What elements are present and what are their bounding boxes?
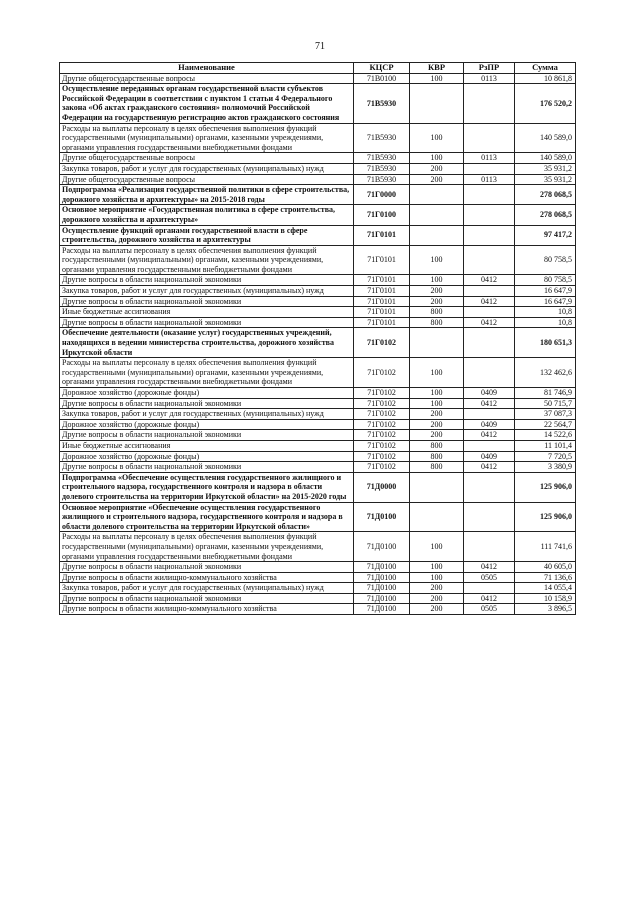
cell-kvr: 100 bbox=[410, 153, 464, 164]
cell-kvr: 100 bbox=[410, 532, 464, 562]
table-header-row bbox=[60, 63, 576, 74]
cell-kvr: 100 bbox=[410, 398, 464, 409]
cell-kvr: 200 bbox=[410, 163, 464, 174]
table-row bbox=[60, 73, 576, 84]
table-row bbox=[60, 462, 576, 473]
cell-kvr: 100 bbox=[410, 123, 464, 153]
cell-kvr: 100 bbox=[410, 358, 464, 388]
cell-name: Осуществление переданных органам государственной власти субъектов Российской Федерации в соответствии с пунктом 1 статьи 4 Федерального закона «Об актах гражданского состояния» полномочий Российской Федерации на государственную регистрацию актов гражданского состояния bbox=[60, 84, 354, 123]
cell-kcsr: 71Г0100 bbox=[354, 205, 410, 225]
cell-kcsr: 71Г0102 bbox=[354, 430, 410, 441]
header-kvr: КВР bbox=[410, 63, 464, 74]
cell-name: Основное мероприятие «Государственная политика в сфере строительства, дорожного хозяйства и архитектуры» bbox=[60, 205, 354, 225]
cell-kcsr: 71Д0100 bbox=[354, 604, 410, 615]
cell-kcsr: 71В5930 bbox=[354, 174, 410, 185]
cell-sum: 10,8 bbox=[515, 307, 576, 318]
cell-rzpr: 0412 bbox=[464, 562, 515, 573]
cell-rzpr: 0505 bbox=[464, 572, 515, 583]
cell-kcsr: 71Г0101 bbox=[354, 307, 410, 318]
table-row bbox=[60, 358, 576, 388]
table-row bbox=[60, 440, 576, 451]
cell-name: Закупка товаров, работ и услуг для государственных (муниципальных) нужд bbox=[60, 163, 354, 174]
cell-sum: 81 746,9 bbox=[515, 388, 576, 399]
table-row bbox=[60, 153, 576, 164]
table-row bbox=[60, 163, 576, 174]
cell-sum: 125 906,0 bbox=[515, 502, 576, 532]
cell-kcsr: 71Д0100 bbox=[354, 532, 410, 562]
cell-name: Другие вопросы в области жилищно-коммунального хозяйства bbox=[60, 572, 354, 583]
cell-kcsr: 71Г0102 bbox=[354, 398, 410, 409]
table-row bbox=[60, 174, 576, 185]
cell-sum: 35 931,2 bbox=[515, 174, 576, 185]
cell-name: Другие общегосударственные вопросы bbox=[60, 174, 354, 185]
cell-kcsr: 71Г0101 bbox=[354, 275, 410, 286]
cell-kvr: 800 bbox=[410, 317, 464, 328]
cell-kvr bbox=[410, 225, 464, 245]
cell-kvr bbox=[410, 84, 464, 123]
table-row bbox=[60, 123, 576, 153]
cell-rzpr bbox=[464, 440, 515, 451]
cell-kvr bbox=[410, 328, 464, 358]
cell-sum: 16 647,9 bbox=[515, 296, 576, 307]
header-sum: Сумма bbox=[515, 63, 576, 74]
cell-rzpr bbox=[464, 286, 515, 297]
table-row bbox=[60, 502, 576, 532]
cell-kcsr: 71В5930 bbox=[354, 163, 410, 174]
cell-name: Дорожное хозяйство (дорожные фонды) bbox=[60, 388, 354, 399]
table-row bbox=[60, 245, 576, 275]
cell-name: Обеспечение деятельности (оказание услуг) государственных учреждений, находящихся в ведении министерства строительства, дорожного хозяйства Иркутской области bbox=[60, 328, 354, 358]
table-row bbox=[60, 286, 576, 297]
cell-kcsr: 71В5930 bbox=[354, 123, 410, 153]
cell-sum: 10 158,9 bbox=[515, 593, 576, 604]
cell-name: Расходы на выплаты персоналу в целях обеспечения выполнения функций государственными (муниципальными) органами, казенными учреждениями, органами управления государственными внебюджетными фондами bbox=[60, 245, 354, 275]
cell-kvr: 100 bbox=[410, 245, 464, 275]
cell-sum: 50 715,7 bbox=[515, 398, 576, 409]
cell-rzpr: 0113 bbox=[464, 174, 515, 185]
table-row bbox=[60, 419, 576, 430]
cell-name: Другие вопросы в области национальной экономики bbox=[60, 593, 354, 604]
cell-rzpr bbox=[464, 502, 515, 532]
cell-sum: 14 522,6 bbox=[515, 430, 576, 441]
cell-kvr: 800 bbox=[410, 451, 464, 462]
cell-kcsr: 71Г0102 bbox=[354, 440, 410, 451]
table-row bbox=[60, 185, 576, 205]
cell-name: Подпрограмма «Обеспечение осуществления государственного жилищного и строительного надзора, государственного контроля и надзора в области долевого строительства на территории Иркутской области» на 2015-2020 годы bbox=[60, 472, 354, 502]
cell-sum: 278 068,5 bbox=[515, 205, 576, 225]
cell-name: Осуществление функций органами государственной власти в сфере строительства, дорожного хозяйства и архитектуры bbox=[60, 225, 354, 245]
cell-rzpr bbox=[464, 205, 515, 225]
cell-kvr: 100 bbox=[410, 275, 464, 286]
cell-sum: 16 647,9 bbox=[515, 286, 576, 297]
cell-kcsr: 71Г0102 bbox=[354, 462, 410, 473]
cell-kvr bbox=[410, 185, 464, 205]
cell-sum: 278 068,5 bbox=[515, 185, 576, 205]
page-number: 71 bbox=[315, 41, 325, 52]
cell-kcsr: 71Г0102 bbox=[354, 358, 410, 388]
cell-rzpr bbox=[464, 225, 515, 245]
cell-kcsr: 71Г0102 bbox=[354, 451, 410, 462]
cell-rzpr: 0113 bbox=[464, 153, 515, 164]
table-row bbox=[60, 472, 576, 502]
cell-kcsr: 71Г0101 bbox=[354, 296, 410, 307]
cell-rzpr bbox=[464, 532, 515, 562]
cell-rzpr: 0409 bbox=[464, 388, 515, 399]
table-body bbox=[60, 73, 576, 614]
cell-name: Дорожное хозяйство (дорожные фонды) bbox=[60, 451, 354, 462]
cell-kcsr: 71Д0100 bbox=[354, 502, 410, 532]
cell-kcsr: 71Г0102 bbox=[354, 409, 410, 420]
table-row bbox=[60, 532, 576, 562]
cell-kcsr: 71Г0101 bbox=[354, 245, 410, 275]
cell-name: Другие вопросы в области национальной экономики bbox=[60, 462, 354, 473]
cell-sum: 80 758,5 bbox=[515, 245, 576, 275]
cell-kvr bbox=[410, 502, 464, 532]
cell-rzpr: 0412 bbox=[464, 275, 515, 286]
cell-kvr: 200 bbox=[410, 409, 464, 420]
cell-name: Закупка товаров, работ и услуг для государственных (муниципальных) нужд bbox=[60, 583, 354, 594]
table-row bbox=[60, 275, 576, 286]
cell-kcsr: 71Д0100 bbox=[354, 593, 410, 604]
cell-sum: 176 520,2 bbox=[515, 84, 576, 123]
cell-kcsr: 71Г0102 bbox=[354, 419, 410, 430]
table-row bbox=[60, 604, 576, 615]
cell-sum: 40 605,0 bbox=[515, 562, 576, 573]
cell-rzpr bbox=[464, 358, 515, 388]
cell-rzpr bbox=[464, 307, 515, 318]
cell-name: Другие общегосударственные вопросы bbox=[60, 73, 354, 84]
cell-sum: 80 758,5 bbox=[515, 275, 576, 286]
cell-sum: 140 589,0 bbox=[515, 153, 576, 164]
cell-sum: 125 906,0 bbox=[515, 472, 576, 502]
cell-kvr: 200 bbox=[410, 604, 464, 615]
cell-sum: 140 589,0 bbox=[515, 123, 576, 153]
cell-rzpr: 0412 bbox=[464, 593, 515, 604]
cell-rzpr bbox=[464, 163, 515, 174]
table-row bbox=[60, 562, 576, 573]
cell-rzpr: 0412 bbox=[464, 430, 515, 441]
cell-sum: 22 564,7 bbox=[515, 419, 576, 430]
cell-name: Другие вопросы в области национальной экономики bbox=[60, 430, 354, 441]
cell-sum: 3 896,5 bbox=[515, 604, 576, 615]
cell-rzpr bbox=[464, 583, 515, 594]
table-row bbox=[60, 84, 576, 123]
cell-rzpr: 0113 bbox=[464, 73, 515, 84]
table-row bbox=[60, 593, 576, 604]
cell-kvr: 100 bbox=[410, 388, 464, 399]
cell-kcsr: 71Д0000 bbox=[354, 472, 410, 502]
cell-name: Дорожное хозяйство (дорожные фонды) bbox=[60, 419, 354, 430]
cell-sum: 132 462,6 bbox=[515, 358, 576, 388]
table-row bbox=[60, 398, 576, 409]
table-row bbox=[60, 307, 576, 318]
cell-kvr: 200 bbox=[410, 430, 464, 441]
cell-name: Иные бюджетные ассигнования bbox=[60, 307, 354, 318]
table-row bbox=[60, 451, 576, 462]
cell-rzpr bbox=[464, 123, 515, 153]
cell-kcsr: 71Д0100 bbox=[354, 562, 410, 573]
cell-name: Другие вопросы в области жилищно-коммунального хозяйства bbox=[60, 604, 354, 615]
cell-name: Закупка товаров, работ и услуг для государственных (муниципальных) нужд bbox=[60, 409, 354, 420]
table-row bbox=[60, 388, 576, 399]
cell-rzpr bbox=[464, 472, 515, 502]
cell-name: Другие общегосударственные вопросы bbox=[60, 153, 354, 164]
cell-name: Другие вопросы в области национальной экономики bbox=[60, 562, 354, 573]
cell-name: Иные бюджетные ассигнования bbox=[60, 440, 354, 451]
cell-rzpr bbox=[464, 409, 515, 420]
cell-rzpr bbox=[464, 245, 515, 275]
cell-kcsr: 71Г0000 bbox=[354, 185, 410, 205]
budget-table bbox=[59, 62, 576, 615]
cell-kvr: 200 bbox=[410, 174, 464, 185]
cell-name: Подпрограмма «Реализация государственной политики в сфере строительства, дорожного хозяйства и архитектуры» на 2015-2018 годы bbox=[60, 185, 354, 205]
table-row bbox=[60, 572, 576, 583]
cell-name: Другие вопросы в области национальной экономики bbox=[60, 275, 354, 286]
cell-rzpr bbox=[464, 328, 515, 358]
cell-name: Другие вопросы в области национальной экономики bbox=[60, 296, 354, 307]
cell-kcsr: 71В5930 bbox=[354, 153, 410, 164]
header-rzpr: РзПР bbox=[464, 63, 515, 74]
cell-rzpr: 0409 bbox=[464, 419, 515, 430]
cell-kvr: 200 bbox=[410, 296, 464, 307]
cell-name: Закупка товаров, работ и услуг для государственных (муниципальных) нужд bbox=[60, 286, 354, 297]
cell-rzpr bbox=[464, 185, 515, 205]
cell-sum: 35 931,2 bbox=[515, 163, 576, 174]
table-row bbox=[60, 328, 576, 358]
cell-sum: 10,8 bbox=[515, 317, 576, 328]
cell-name: Расходы на выплаты персоналу в целях обеспечения выполнения функций государственными (муниципальными) органами, казенными учреждениями, органами управления государственными внебюджетными фондами bbox=[60, 532, 354, 562]
cell-kvr: 800 bbox=[410, 462, 464, 473]
cell-kcsr: 71Г0101 bbox=[354, 286, 410, 297]
cell-sum: 111 741,6 bbox=[515, 532, 576, 562]
cell-kcsr: 71Д0100 bbox=[354, 583, 410, 594]
cell-kvr: 800 bbox=[410, 307, 464, 318]
cell-sum: 3 380,9 bbox=[515, 462, 576, 473]
cell-rzpr: 0412 bbox=[464, 398, 515, 409]
cell-kcsr: 71В0100 bbox=[354, 73, 410, 84]
table-row bbox=[60, 317, 576, 328]
cell-sum: 37 087,3 bbox=[515, 409, 576, 420]
cell-kvr: 200 bbox=[410, 583, 464, 594]
table-row bbox=[60, 205, 576, 225]
cell-rzpr: 0412 bbox=[464, 296, 515, 307]
table-row bbox=[60, 296, 576, 307]
table-row bbox=[60, 409, 576, 420]
cell-sum: 180 651,3 bbox=[515, 328, 576, 358]
header-name: Наименование bbox=[60, 63, 354, 74]
cell-kvr: 200 bbox=[410, 593, 464, 604]
table-row bbox=[60, 583, 576, 594]
table-row bbox=[60, 430, 576, 441]
cell-kvr: 800 bbox=[410, 440, 464, 451]
header-kcsr: КЦСР bbox=[354, 63, 410, 74]
cell-kvr: 100 bbox=[410, 562, 464, 573]
cell-sum: 71 136,6 bbox=[515, 572, 576, 583]
cell-sum: 11 101,4 bbox=[515, 440, 576, 451]
cell-name: Расходы на выплаты персоналу в целях обеспечения выполнения функций государственными (муниципальными) органами, казенными учреждениями, органами управления государственными внебюджетными фондами bbox=[60, 358, 354, 388]
cell-kvr: 100 bbox=[410, 572, 464, 583]
cell-kvr: 200 bbox=[410, 286, 464, 297]
cell-name: Расходы на выплаты персоналу в целях обеспечения выполнения функций государственными (муниципальными) органами, казенными учреждениями, органами управления государственными внебюджетными фондами bbox=[60, 123, 354, 153]
cell-kvr: 200 bbox=[410, 419, 464, 430]
cell-kvr: 100 bbox=[410, 73, 464, 84]
cell-name: Основное мероприятие «Обеспечение осуществления государственного жилищного и строительного надзора, государственного контроля и надзора в области долевого строительства на территории Иркутской области» bbox=[60, 502, 354, 532]
cell-sum: 7 720,5 bbox=[515, 451, 576, 462]
cell-kcsr: 71Г0102 bbox=[354, 328, 410, 358]
cell-kcsr: 71В5930 bbox=[354, 84, 410, 123]
cell-sum: 14 055,4 bbox=[515, 583, 576, 594]
cell-rzpr: 0409 bbox=[464, 451, 515, 462]
cell-kcsr: 71Г0101 bbox=[354, 317, 410, 328]
cell-kcsr: 71Д0100 bbox=[354, 572, 410, 583]
cell-rzpr: 0412 bbox=[464, 462, 515, 473]
cell-kvr bbox=[410, 205, 464, 225]
cell-rzpr: 0505 bbox=[464, 604, 515, 615]
table-row bbox=[60, 225, 576, 245]
cell-kvr bbox=[410, 472, 464, 502]
cell-name: Другие вопросы в области национальной экономики bbox=[60, 317, 354, 328]
cell-rzpr bbox=[464, 84, 515, 123]
cell-name: Другие вопросы в области национальной экономики bbox=[60, 398, 354, 409]
cell-kcsr: 71Г0102 bbox=[354, 388, 410, 399]
cell-kcsr: 71Г0101 bbox=[354, 225, 410, 245]
cell-sum: 10 861,8 bbox=[515, 73, 576, 84]
cell-rzpr: 0412 bbox=[464, 317, 515, 328]
cell-sum: 97 417,2 bbox=[515, 225, 576, 245]
